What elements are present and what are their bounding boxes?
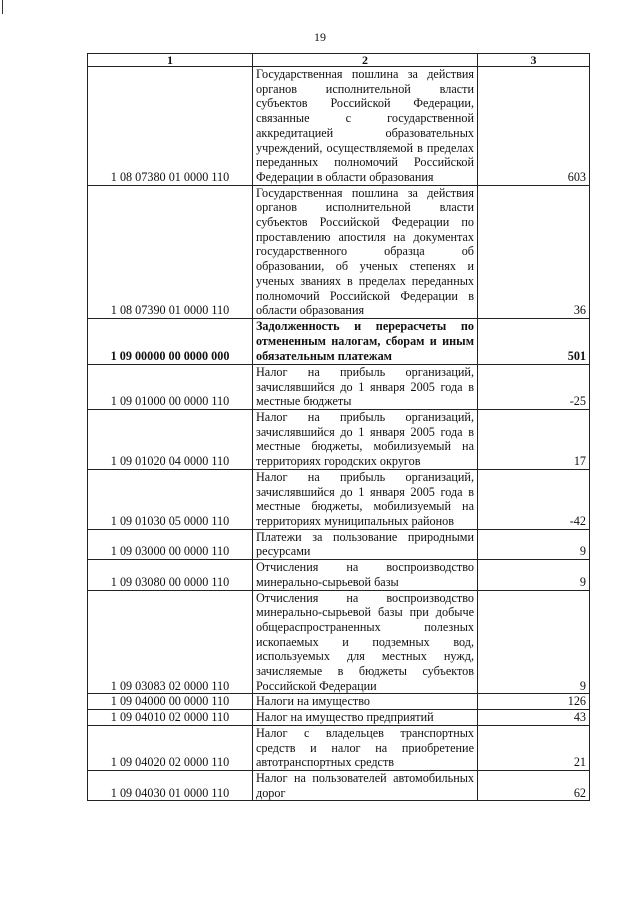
income-name: Налог на имущество предприятий (253, 710, 478, 726)
amount: 43 (478, 710, 590, 726)
budget-code: 1 09 03083 02 0000 110 (88, 590, 253, 694)
table-row (88, 725, 590, 770)
table-row (88, 710, 590, 726)
income-name: Отчисления на воспроизводство минерально-сырьевой базы (253, 560, 478, 590)
income-name: Налоги на имущество (253, 694, 478, 710)
budget-code: 1 09 04030 01 0000 110 (88, 770, 253, 800)
budget-code: 1 09 03000 00 0000 110 (88, 529, 253, 559)
budget-code: 1 09 00000 00 0000 000 (88, 318, 253, 364)
income-name: Государственная пошлина за действия органов исполнительной власти субъектов Российской Федерации, связанные с государственной аккредитацией образовательных учреждений, осуществляемой в пределах переданных полномочий Российской Федерации в области образования (253, 67, 478, 186)
budget-code: 1 08 07380 01 0000 110 (88, 67, 253, 186)
income-name: Налог с владельцев транспортных средств и налог на приобретение автотранспортных средств (253, 725, 478, 770)
amount: 9 (478, 529, 590, 559)
budget-code: 1 09 03080 00 0000 110 (88, 560, 253, 590)
amount: 126 (478, 694, 590, 710)
table-row (88, 590, 590, 694)
edge-mark (2, 0, 3, 14)
budget-code: 1 09 04020 02 0000 110 (88, 725, 253, 770)
table-row (88, 560, 590, 590)
table-row (88, 364, 590, 409)
table-row (88, 318, 590, 364)
amount: 36 (478, 185, 590, 318)
amount: 21 (478, 725, 590, 770)
table-row (88, 410, 590, 470)
amount: 9 (478, 560, 590, 590)
table-row (88, 469, 590, 529)
table-row (88, 529, 590, 559)
amount: -25 (478, 364, 590, 409)
budget-code: 1 09 04010 02 0000 110 (88, 710, 253, 726)
table-row (88, 67, 590, 186)
budget-code: 1 09 01020 04 0000 110 (88, 410, 253, 470)
income-name: Налог на прибыль организаций, зачислявшийся до 1 января 2005 года в местные бюджеты, мобилизуемый на территориях муниципальных районов (253, 469, 478, 529)
income-name: Задолженность и перерасчеты по отмененным налогам, сборам и иным обязательным платежам (253, 318, 478, 364)
page-number: 19 (314, 30, 326, 44)
budget-table (87, 53, 590, 801)
income-name: Отчисления на воспроизводство минерально-сырьевой базы при добыче общераспространенных полезных ископаемых и подземных вод, используемых для местных нужд, зачисляемые в бюджеты субъектов Российской Федерации (253, 590, 478, 694)
amount: 603 (478, 67, 590, 186)
budget-code: 1 09 01000 00 0000 110 (88, 364, 253, 409)
header-col-1: 1 (88, 54, 253, 67)
income-name: Государственная пошлина за действия органов исполнительной власти субъектов Российской Федерации по проставлению апостиля на документах государственного образца об образовании, об ученых степенях и ученых званиях в пределах переданных полномочий Российской Федерации в области образования (253, 185, 478, 318)
header-col-2: 2 (253, 54, 478, 67)
amount: 62 (478, 770, 590, 800)
amount: -42 (478, 469, 590, 529)
table-row (88, 185, 590, 318)
income-name: Платежи за пользование природными ресурсами (253, 529, 478, 559)
budget-code: 1 09 01030 05 0000 110 (88, 469, 253, 529)
header-row (88, 54, 590, 67)
table-row (88, 694, 590, 710)
income-name: Налог на прибыль организаций, зачислявшийся до 1 января 2005 года в местные бюджеты, мобилизуемый на территориях городских округов (253, 410, 478, 470)
income-name: Налог на пользователей автомобильных дорог (253, 770, 478, 800)
header-col-3: 3 (478, 54, 590, 67)
amount: 501 (478, 318, 590, 364)
budget-code: 1 08 07390 01 0000 110 (88, 185, 253, 318)
amount: 9 (478, 590, 590, 694)
amount: 17 (478, 410, 590, 470)
budget-code: 1 09 04000 00 0000 110 (88, 694, 253, 710)
table-row (88, 770, 590, 800)
income-name: Налог на прибыль организаций, зачислявшийся до 1 января 2005 года в местные бюджеты (253, 364, 478, 409)
